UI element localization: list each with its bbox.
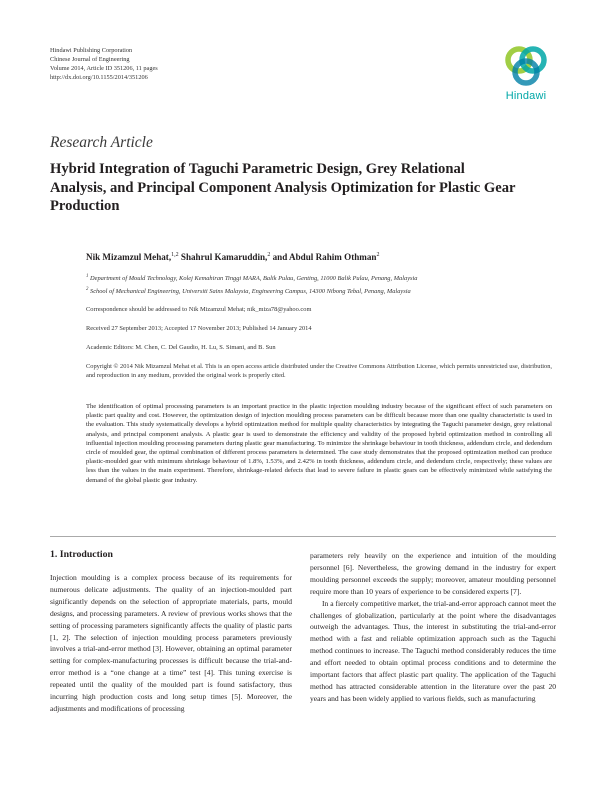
article-type: Research Article <box>50 134 153 151</box>
affiliations <box>86 271 418 297</box>
abstract: The identification of optimal processing parameters is an important practice in the plastic injection moulding industry because of the significant effect of such parameters on plastic part quality and cost. However, the optimization design of injection moulding process parameters can be difficult because more than one quality characteristic is used in the evaluation. This study systematically develops a hybrid optimization method for multiple quality characteristics by integrating the Taguchi parameter design, grey relational analysis, and principal component analysis. A plastic gear is used to demonstrate the efficiency and validity of the proposed hybrid optimization method in controlling all influential injection moulding processing parameters during plastic gear manufacturing. To minimize the shrinkage behaviour in tooth thickness, addendum circle, and dedendum circle of moulded gear, the optimal combination of different process parameters is determined. The case study demonstrates that the proposed optimization method can produce plastic-moulded gear with minimum shrinkage behaviour of 1.8%, 1.53%, and 2.42% in tooth thickness, addendum circle, and dedendum circle, respectively; these values are less than the values in the main experiment. Therefore, shrinkage-related defects that lead to severe failure in plastic gears can be effectively minimized while satisfying the demand of the global plastic gear industry. <box>86 403 552 484</box>
logo-wordmark: Hindawi <box>505 90 547 102</box>
hindawi-logo-icon <box>496 44 556 90</box>
author-affil-mark: 2 <box>376 252 380 258</box>
copyright-notice: Copyright © 2014 Nik Mizamzul Mehat et al. This is an open access article distributed under the Creative Commons Attribution License, which permits unrestricted use, distribution, and reproduction in any medium, provided the original work is properly cited. <box>86 363 552 380</box>
body-paragraph: Injection moulding is a complex process because of its requirements for numerous delicate adjustments. The quality of an injection-moulded part significantly depends on the selection of appropriate materials, parts, mould designs, and processing parameters. A review of previous works shows that the setting of processing parameters significantly affects the quality of plastic parts [1, 2]. The selection of injection moulding process parameters previously involves a trial-and-error method [3]. However, obtaining an optimal parameter setting for complex-manufacturing processes is difficult because the trial-and-error method is a “one change at a time” test [4]. This tuning exercise is repeated until the quality of the moulded part is found satisfactory, thus incurring high production costs and long setup times [5]. Moreover, the adjustments and modifications of processing <box>50 573 292 713</box>
volume-line: Volume 2014, Article ID 351206, 11 pages <box>50 65 158 72</box>
hindawi-logo <box>496 44 556 108</box>
publisher-line: Hindawi Publishing Corporation <box>50 47 133 54</box>
affiliation: $^2$ School of Mechanical Engineering, Universiti Sains Malaysia, Engineering Campus, 14300 Nibong Tebal, Penang, Malaysia <box>86 287 411 296</box>
author-affil-mark: 2 <box>267 252 271 258</box>
author-list <box>86 252 379 262</box>
doi-line: http://dx.doi.org/10.1155/2014/351206 <box>50 74 148 81</box>
right-column <box>310 550 556 705</box>
affiliation: $^1$ Department of Mould Technology, Kolej Kemahiran Tinggi MARA, Balik Pulau, Genting, 11000 Balik Pulau, Penang, Malaysia <box>86 274 418 283</box>
paper-title: Hybrid Integration of Taguchi Parametric Design, Grey Relational Analysis, and Principal Component Analysis Optimization for Plastic Gear Production <box>50 161 516 214</box>
author-name: and Abdul Rahim Othman <box>270 252 377 263</box>
left-column <box>50 572 292 715</box>
academic-editors: Academic Editors: M. Chen, C. Del Gaudio, H. Lu, S. Simani, and B. Sun <box>86 344 276 351</box>
publication-dates: Received 27 September 2013; Accepted 17 November 2013; Published 14 January 2014 <box>86 325 312 332</box>
correspondence: Correspondence should be addressed to Nik Mizamzul Mehat; nik_miza78@yahoo.com <box>86 306 312 313</box>
author-name: Nik Mizamzul Mehat, <box>86 252 172 263</box>
body-paragraph: In a fiercely competitive market, the trial-and-error approach cannot meet the challenges of globalization, particularly at the point where the disadvantages outweigh the advantages. Thus, the interest in substituting the trial-and-error method with a fast and reliable optimization approach such as the Taguchi method continues to increase. The Taguchi method considerably reduces the time and effort needed to obtain optimal process conditions and to determine the important factors that affect plastic part quality. The application of the Taguchi method has attracted considerable attention in the literature over the past 20 years and has been widely applied to various fields, such as manufacturing <box>310 598 556 703</box>
section-divider <box>50 536 556 537</box>
author-name: Shahrul Kamaruddin, <box>178 252 268 263</box>
body-paragraph: parameters rely heavily on the experience and intuition of the moulding personnel [6]. Nevertheless, the growing demand in the industry for expert moulding personnel exceeds the supply; moreover, amateur moulding personnel require more than 10 years of experience to be considered experts [7]. <box>310 551 556 596</box>
author-affil-mark: 1,2 <box>171 252 179 258</box>
section-heading: 1. Introduction <box>50 549 113 560</box>
journal-line: Chinese Journal of Engineering <box>50 56 130 63</box>
publication-info <box>50 46 158 82</box>
